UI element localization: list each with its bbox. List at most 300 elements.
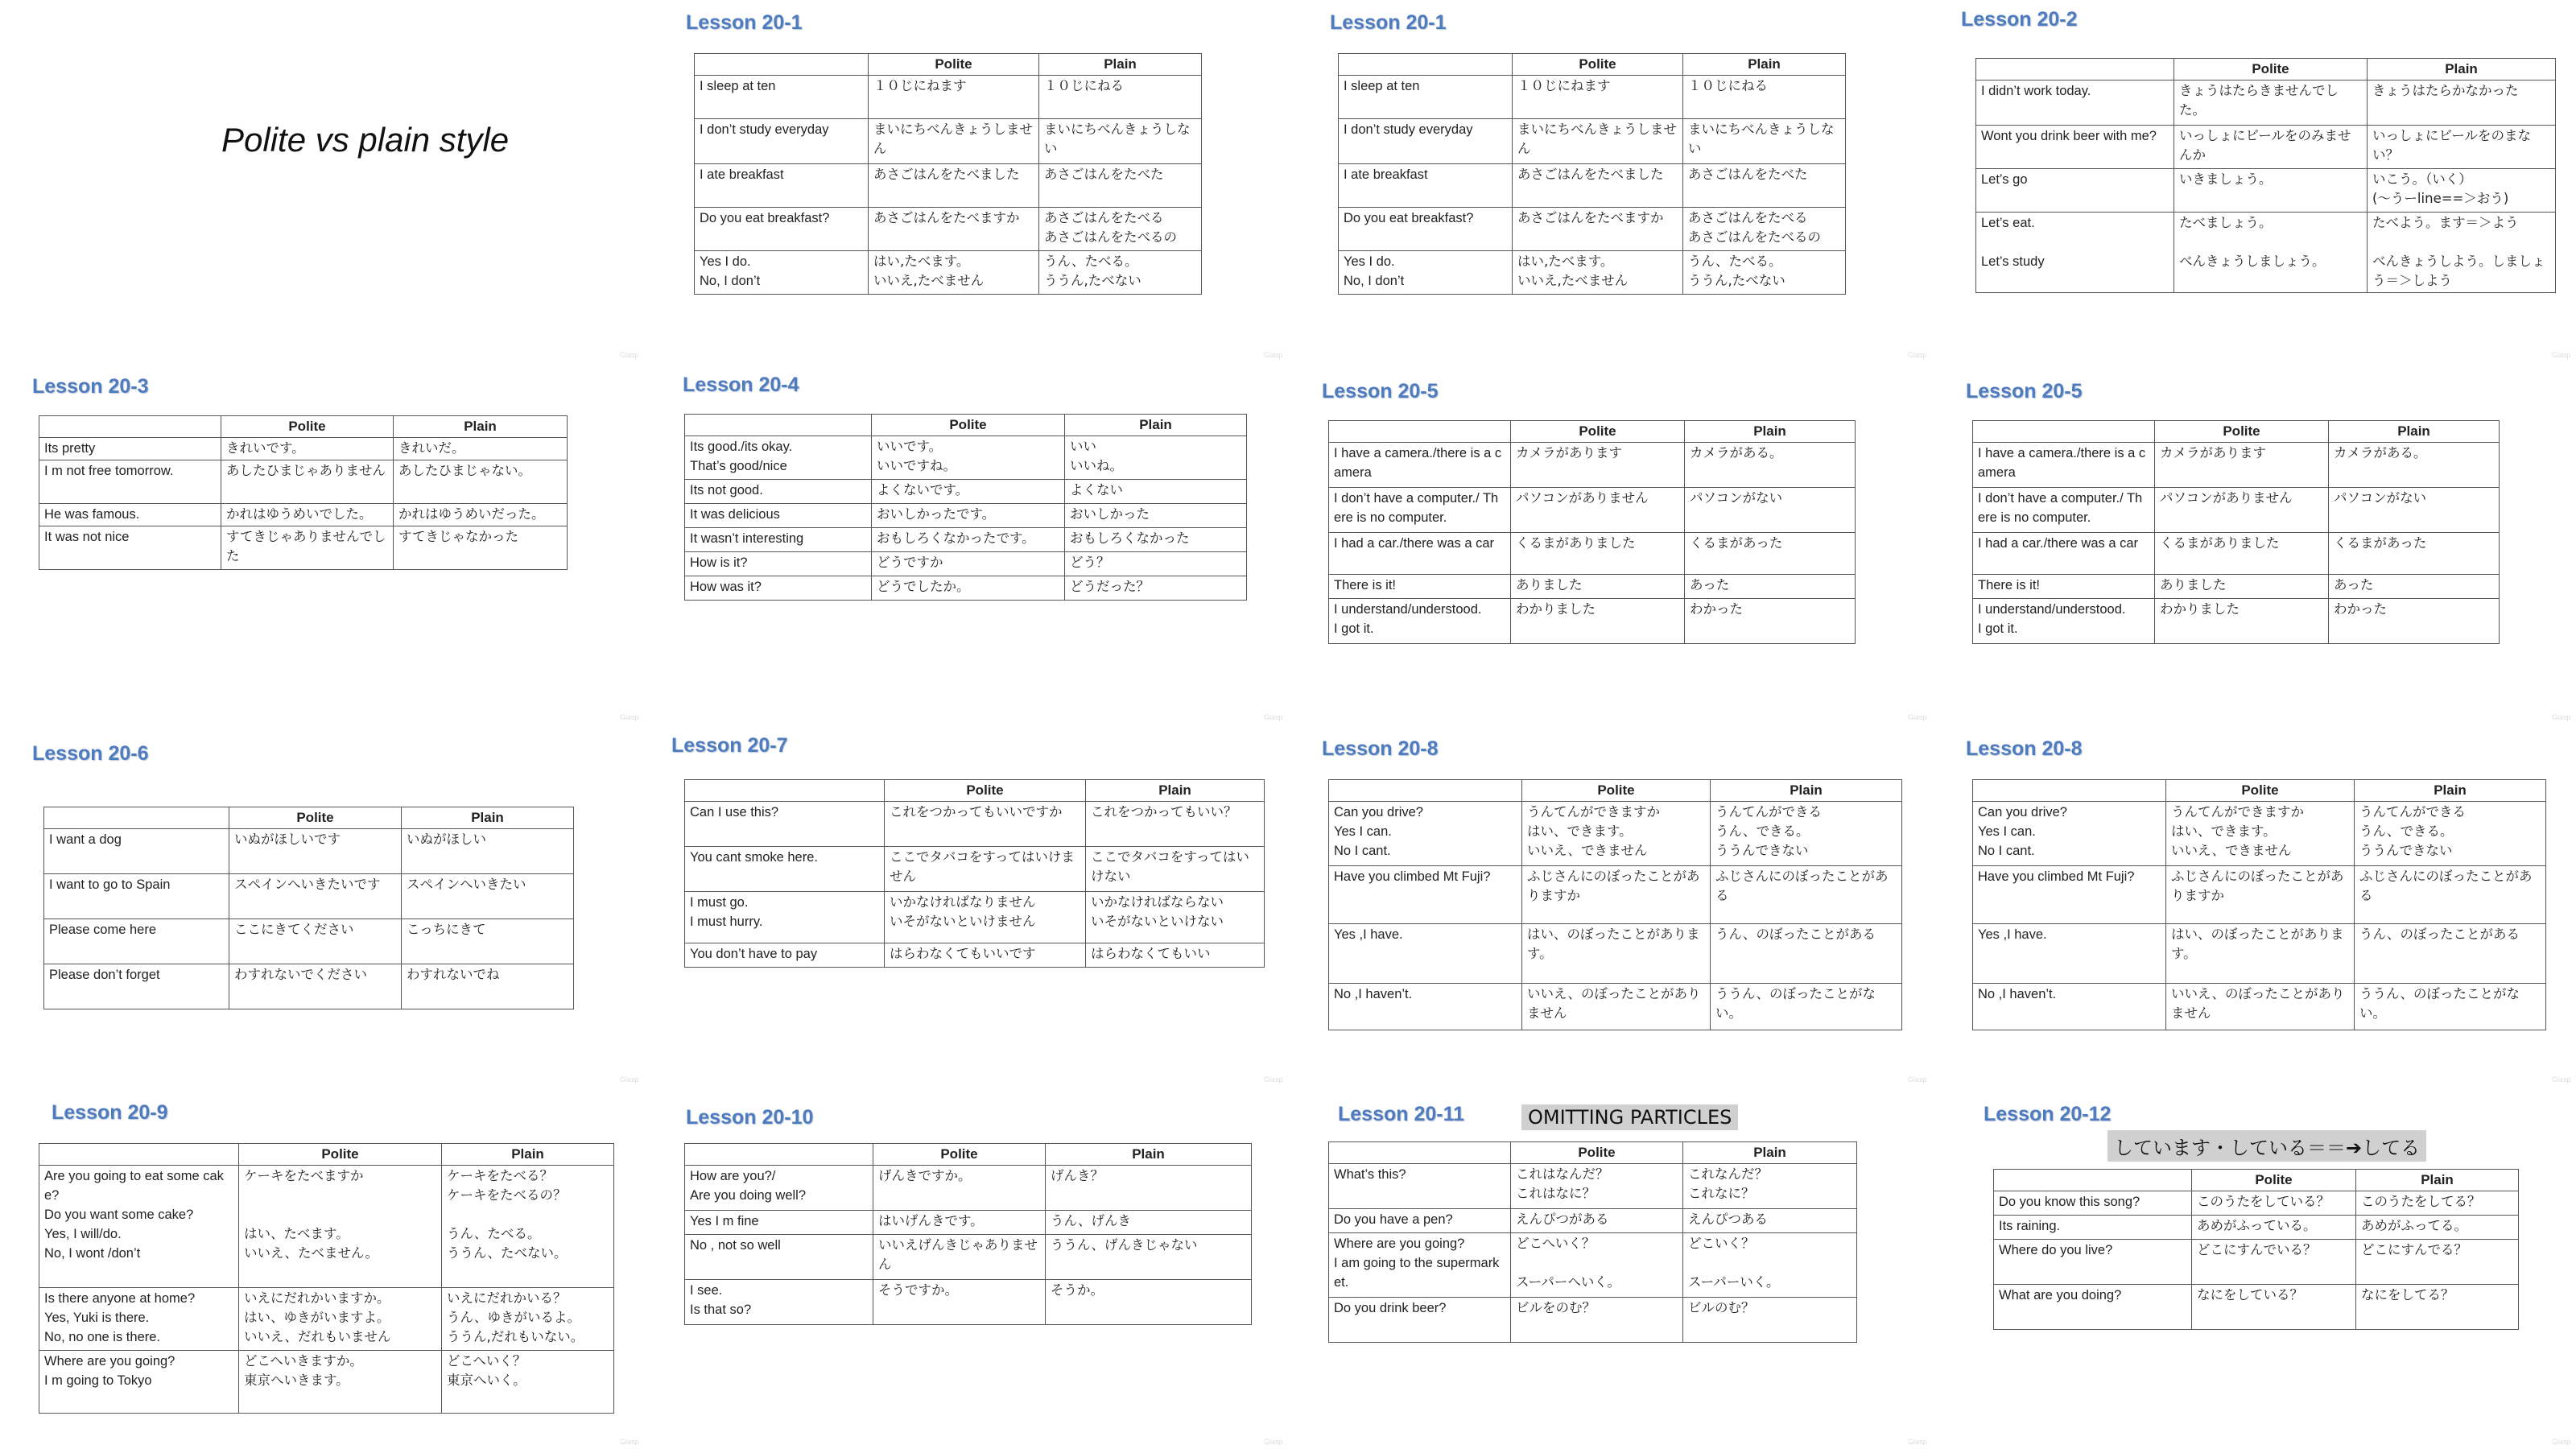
english-cell: He was famous. — [39, 504, 221, 526]
header-english — [695, 54, 869, 76]
header-polite: Polite — [221, 416, 394, 438]
plain-cell: うん、のぼったことがある — [1711, 924, 1902, 984]
table-row — [1329, 599, 1856, 644]
english-cell: Is there anyone at home? Yes, Yuki is there. No, no one is there. — [39, 1288, 239, 1351]
slide-lesson-20-8a — [1288, 724, 1932, 1087]
header-row — [44, 807, 574, 829]
polite-cell: はい,たべます。 いいえ,たべません — [869, 251, 1039, 295]
polite-cell: ビルをのむ？ — [1511, 1298, 1683, 1343]
plain-cell: うんてんができる うん、できる。 ううんできない — [1711, 802, 1902, 866]
header-polite: Polite — [873, 1144, 1046, 1166]
watermark: Glasp — [1264, 713, 1283, 721]
english-cell: It wasn’t interesting — [685, 528, 872, 552]
table-row — [685, 1166, 1252, 1211]
header-english — [1994, 1170, 2192, 1191]
plain-cell: あった — [1685, 575, 1856, 599]
english-cell: I want a dog — [44, 829, 229, 874]
header-plain: Plain — [1039, 54, 1202, 76]
table-row — [695, 119, 1202, 164]
polite-cell: うんてんができますか はい、できます。 いいえ、できません — [1522, 802, 1711, 866]
table-row — [1994, 1191, 2519, 1216]
header-polite: Polite — [1511, 1142, 1683, 1164]
plain-cell: わかった — [2329, 599, 2500, 644]
header-plain: Plain — [1711, 780, 1902, 802]
english-cell: Yes I m fine — [685, 1211, 873, 1235]
slide-lesson-20-10 — [644, 1087, 1288, 1449]
lesson-title: Lesson 20-11 — [1338, 1103, 1465, 1125]
polite-cell: おいしかったです。 — [872, 504, 1065, 528]
english-cell: Let’s eat. Let’s study — [1976, 213, 2174, 293]
english-cell: I had a car./there was a car — [1973, 533, 2155, 575]
table-row — [1329, 488, 1856, 533]
plain-cell: どこいく？ スーパーいく。 — [1683, 1233, 1857, 1298]
plain-cell: このうたをしてる？ — [2356, 1191, 2519, 1216]
table-row — [39, 526, 568, 570]
polite-cell: どこへいきますか。 東京へいきます。 — [239, 1351, 442, 1414]
table-row — [1329, 802, 1902, 866]
watermark: Glasp — [1908, 1075, 1927, 1084]
polite-cell: いいえげんきじゃありません — [873, 1235, 1046, 1280]
header-english — [39, 416, 221, 438]
header-row — [1973, 421, 2500, 443]
plain-cell: パソコンがない — [2329, 488, 2500, 533]
table-row — [1329, 924, 1902, 984]
plain-cell: うん、げんき — [1046, 1211, 1252, 1235]
english-cell: Are you going to eat some cake? Do you want some cake? Yes, I will/do. No, I wont /don’t — [39, 1166, 239, 1288]
polite-cell: はらわなくてもいいです — [885, 943, 1086, 968]
plain-cell: これをつかってもいい？ — [1086, 802, 1265, 847]
plain-cell: そうか。 — [1046, 1280, 1252, 1325]
polite-cell: うんてんができますか はい、できます。 いいえ、できません — [2166, 802, 2355, 866]
plain-cell: いこう。（いく） (〜うーline==＞おう) — [2368, 169, 2556, 213]
plain-cell: うん、たべる。 ううん,たべない — [1683, 251, 1846, 295]
slide-lesson-20-5a — [1288, 362, 1932, 724]
english-cell: Yes ,I have. — [1973, 924, 2166, 984]
lesson-table — [1972, 779, 2546, 1030]
plain-cell: ふじさんにのぼったことがある — [2355, 866, 2546, 924]
main-title: Polite vs plain style — [221, 121, 510, 159]
plain-cell: ううん、のぼったことがない。 — [1711, 984, 1902, 1030]
header-plain: Plain — [402, 807, 574, 829]
table-row — [695, 76, 1202, 119]
lesson-title: Lesson 20-1 — [686, 11, 803, 34]
english-cell: Yes I do. No, I don’t — [1339, 251, 1513, 295]
section-banner: OMITTING PARTICLES — [1521, 1104, 1738, 1130]
table-row — [1329, 533, 1856, 575]
table-row — [1994, 1216, 2519, 1240]
header-english — [1973, 780, 2166, 802]
plain-cell: いぬがほしい — [402, 829, 574, 874]
polite-cell: パソコンがありません — [1511, 488, 1685, 533]
english-cell: No ,I haven’t. — [1973, 984, 2166, 1030]
section-banner: しています・している＝＝➔してる — [2107, 1130, 2426, 1162]
slide-lesson-20-11 — [1288, 1087, 1932, 1449]
table-row — [685, 552, 1247, 576]
lesson-title: Lesson 20-3 — [32, 375, 149, 398]
header-plain: Plain — [1685, 421, 1856, 443]
polite-cell: あさごはんをたべますか — [1513, 208, 1683, 251]
plain-cell: くるまがあった — [1685, 533, 1856, 575]
english-cell: Do you have a pen? — [1329, 1209, 1511, 1233]
table-row — [685, 802, 1265, 847]
lesson-table — [39, 415, 568, 570]
header-plain: Plain — [1683, 1142, 1857, 1164]
table-row — [1973, 599, 2500, 644]
plain-cell: これなんだ？ これなに？ — [1683, 1164, 1857, 1209]
plain-cell: スペインへいきたい — [402, 874, 574, 919]
table-row — [44, 919, 574, 964]
polite-cell: はい、のぼったことがあります。 — [1522, 924, 1711, 984]
english-cell: There is it! — [1973, 575, 2155, 599]
table-row — [685, 528, 1247, 552]
english-cell: Please come here — [44, 919, 229, 964]
english-cell: What are you doing? — [1994, 1285, 2192, 1330]
header-plain: Plain — [1086, 780, 1265, 802]
slide-lesson-20-6 — [0, 724, 644, 1087]
polite-cell: スペインへいきたいです — [229, 874, 402, 919]
table-row — [685, 480, 1247, 504]
table-row — [39, 1166, 614, 1288]
table-row — [1973, 924, 2546, 984]
plain-cell: うんてんができる うん、できる。 ううんできない — [2355, 802, 2546, 866]
polite-cell: よくないです。 — [872, 480, 1065, 504]
plain-cell: わかった — [1685, 599, 1856, 644]
english-cell: You cant smoke here. — [685, 847, 885, 892]
english-cell: I had a car./there was a car — [1329, 533, 1511, 575]
plain-cell: あさごはんをたべた — [1039, 164, 1202, 208]
header-row — [1976, 59, 2556, 80]
english-cell: How are you?/ Are you doing well? — [685, 1166, 873, 1211]
table-row — [1339, 119, 1846, 164]
plain-cell: かれはゆうめいだった。 — [394, 504, 568, 526]
english-cell: Can you drive? Yes I can. No I cant. — [1973, 802, 2166, 866]
watermark: Glasp — [620, 713, 639, 721]
table-row — [1339, 208, 1846, 251]
plain-cell: カメラがある。 — [2329, 443, 2500, 488]
polite-cell: ありました — [1511, 575, 1685, 599]
lesson-title: Lesson 20-8 — [1322, 737, 1439, 760]
polite-cell: いいえ、のぼったことがありません — [2166, 984, 2355, 1030]
polite-cell: はい,たべます。 いいえ,たべません — [1513, 251, 1683, 295]
slide-lesson-20-8b — [1932, 724, 2576, 1087]
header-english — [1339, 54, 1513, 76]
lesson-title: Lesson 20-9 — [52, 1101, 168, 1124]
polite-cell: くるまがありました — [1511, 533, 1685, 575]
table-row — [1339, 76, 1846, 119]
plain-cell: まいにちべんきょうしない — [1039, 119, 1202, 164]
lesson-table — [684, 779, 1265, 968]
english-cell: Can you drive? Yes I can. No I cant. — [1329, 802, 1522, 866]
table-row — [1973, 984, 2546, 1030]
plain-cell: きょうはたらかなかった — [2368, 80, 2556, 126]
polite-cell: ここにきてください — [229, 919, 402, 964]
polite-cell: くるまがありました — [2155, 533, 2329, 575]
table-row — [1994, 1240, 2519, 1285]
lesson-table — [43, 807, 574, 1009]
english-cell: Wont you drink beer with me? — [1976, 126, 2174, 169]
table-row — [1329, 1298, 1857, 1343]
english-cell: It was delicious — [685, 504, 872, 528]
polite-cell: ふじさんにのぼったことがありますか — [1522, 866, 1711, 924]
plain-cell: ううん、げんきじゃない — [1046, 1235, 1252, 1280]
header-polite: Polite — [1522, 780, 1711, 802]
slide-title — [0, 0, 644, 362]
table-row — [44, 829, 574, 874]
header-english — [1329, 421, 1511, 443]
polite-cell: いいです。 いいですね。 — [872, 436, 1065, 480]
header-row — [1329, 421, 1856, 443]
polite-cell: いぬがほしいです — [229, 829, 402, 874]
english-cell: I see. Is that so? — [685, 1280, 873, 1325]
plain-cell: いっしょにビールをのまない？ — [2368, 126, 2556, 169]
header-plain: Plain — [394, 416, 568, 438]
english-cell: I understand/understood. I got it. — [1973, 599, 2155, 644]
english-cell: I don’t have a computer./ There is no computer. — [1329, 488, 1511, 533]
english-cell: Where are you going? I m going to Tokyo — [39, 1351, 239, 1414]
table-row — [39, 1351, 614, 1414]
header-plain: Plain — [442, 1144, 614, 1166]
lesson-title: Lesson 20-8 — [1966, 737, 2083, 760]
polite-cell: いっしょにビールをのみませんか — [2174, 126, 2368, 169]
plain-cell: うん、のぼったことがある — [2355, 924, 2546, 984]
table-row — [1329, 984, 1902, 1030]
plain-cell: はらわなくてもいい — [1086, 943, 1265, 968]
english-cell: It was not nice — [39, 526, 221, 570]
english-cell: Let’s go — [1976, 169, 2174, 213]
plain-cell: １０じにねる — [1683, 76, 1846, 119]
lesson-title: Lesson 20-2 — [1961, 8, 2078, 31]
header-row — [1994, 1170, 2519, 1191]
plain-cell: うん、たべる。 ううん,たべない — [1039, 251, 1202, 295]
table-row — [685, 892, 1265, 943]
english-cell: Its pretty — [39, 438, 221, 460]
polite-cell: あさごはんをたべました — [869, 164, 1039, 208]
english-cell: No , not so well — [685, 1235, 873, 1280]
plain-cell: あさごはんをたべる あさごはんをたべるの — [1039, 208, 1202, 251]
table-row — [39, 438, 568, 460]
polite-cell: なにをしている？ — [2192, 1285, 2356, 1330]
english-cell: I didn’t work today. — [1976, 80, 2174, 126]
table-row — [695, 208, 1202, 251]
english-cell: I have a camera./there is a camera — [1329, 443, 1511, 488]
lesson-table — [684, 1143, 1252, 1325]
table-row — [1973, 488, 2500, 533]
table-row — [695, 164, 1202, 208]
plain-cell: いい いいね。 — [1065, 436, 1247, 480]
english-cell: No ,I haven’t. — [1329, 984, 1522, 1030]
english-cell: Do you drink beer? — [1329, 1298, 1511, 1343]
lesson-table — [684, 414, 1247, 601]
plain-cell: くるまがあった — [2329, 533, 2500, 575]
english-cell: Do you eat breakfast? — [1339, 208, 1513, 251]
table-row — [685, 847, 1265, 892]
table-row — [685, 504, 1247, 528]
polite-cell: ふじさんにのぼったことがありますか — [2166, 866, 2355, 924]
table-row — [1329, 1209, 1857, 1233]
english-cell: There is it! — [1329, 575, 1511, 599]
lesson-table — [1328, 779, 1902, 1030]
lesson-title: Lesson 20-10 — [686, 1106, 814, 1129]
plain-cell: よくない — [1065, 480, 1247, 504]
header-english — [1329, 780, 1522, 802]
polite-cell: げんきですか。 — [873, 1166, 1046, 1211]
header-polite: Polite — [872, 415, 1065, 436]
english-cell: What’s this? — [1329, 1164, 1511, 1209]
plain-cell: どうだった？ — [1065, 576, 1247, 601]
header-plain: Plain — [2368, 59, 2556, 80]
lesson-title: Lesson 20-7 — [671, 734, 788, 757]
plain-cell: あめがふってる。 — [2356, 1216, 2519, 1240]
lesson-table — [694, 53, 1202, 295]
lesson-table — [1328, 1141, 1857, 1343]
english-cell: Yes I do. No, I don’t — [695, 251, 869, 295]
header-english — [39, 1144, 239, 1166]
plain-cell: こっちにきて — [402, 919, 574, 964]
polite-cell: これはなんだ？ これはなに？ — [1511, 1164, 1683, 1209]
lesson-table — [1975, 58, 2556, 293]
english-cell: Its not good. — [685, 480, 872, 504]
header-row — [1973, 780, 2546, 802]
header-plain: Plain — [1046, 1144, 1252, 1166]
plain-cell: あしたひまじゃない。 — [394, 460, 568, 504]
lesson-table — [1993, 1169, 2519, 1330]
header-english — [685, 415, 872, 436]
plain-cell: ううん、のぼったことがない。 — [2355, 984, 2546, 1030]
polite-cell: まいにちべんきょうしません — [869, 119, 1039, 164]
polite-cell: カメラがあります — [2155, 443, 2329, 488]
header-row — [1329, 1142, 1857, 1164]
slide-lesson-20-9 — [0, 1087, 644, 1449]
polite-cell: あめがふっている。 — [2192, 1216, 2356, 1240]
plain-cell: あさごはんをたべた — [1683, 164, 1846, 208]
polite-cell: わすれないでください — [229, 964, 402, 1009]
header-polite: Polite — [869, 54, 1039, 76]
table-row — [39, 504, 568, 526]
english-cell: Yes ,I have. — [1329, 924, 1522, 984]
table-row — [1973, 575, 2500, 599]
plain-cell: どう？ — [1065, 552, 1247, 576]
header-row — [39, 416, 568, 438]
header-english — [1329, 1142, 1511, 1164]
table-row — [685, 943, 1265, 968]
english-cell: How is it? — [685, 552, 872, 576]
polite-cell: はいげんきです。 — [873, 1211, 1046, 1235]
table-row — [1976, 80, 2556, 126]
plain-cell: きれいだ。 — [394, 438, 568, 460]
watermark: Glasp — [1908, 351, 1927, 359]
table-row — [1976, 126, 2556, 169]
table-row — [685, 1235, 1252, 1280]
watermark: Glasp — [620, 1438, 639, 1446]
header-row — [685, 1144, 1252, 1166]
english-cell: I want to go to Spain — [44, 874, 229, 919]
lesson-title: Lesson 20-5 — [1322, 380, 1439, 402]
english-cell: I ate breakfast — [1339, 164, 1513, 208]
table-row — [1329, 866, 1902, 924]
table-row — [1976, 213, 2556, 293]
header-polite: Polite — [1511, 421, 1685, 443]
watermark: Glasp — [2552, 1438, 2571, 1446]
header-polite: Polite — [2174, 59, 2368, 80]
polite-cell: かれはゆうめいでした。 — [221, 504, 394, 526]
plain-cell: まいにちべんきょうしない — [1683, 119, 1846, 164]
english-cell: Have you climbed Mt Fuji? — [1329, 866, 1522, 924]
plain-cell: １０じにねる — [1039, 76, 1202, 119]
polite-cell: いかなければなりません いそがないといけません — [885, 892, 1086, 943]
watermark: Glasp — [1264, 1075, 1283, 1084]
table-row — [1973, 443, 2500, 488]
english-cell: I have a camera./there is a camera — [1973, 443, 2155, 488]
header-english — [685, 1144, 873, 1166]
polite-cell: はい、のぼったことがあります。 — [2166, 924, 2355, 984]
header-english — [1973, 421, 2155, 443]
plain-cell: わすれないでね — [402, 964, 574, 1009]
polite-cell: カメラがあります — [1511, 443, 1685, 488]
header-row — [1329, 780, 1902, 802]
polite-cell: どこへいく？ スーパーへいく。 — [1511, 1233, 1683, 1298]
plain-cell: どこにすんでる？ — [2356, 1240, 2519, 1285]
header-plain: Plain — [2356, 1170, 2519, 1191]
header-english — [1976, 59, 2174, 80]
english-cell: Where are you going? I am going to the supermarket. — [1329, 1233, 1511, 1298]
english-cell: Where do you live? — [1994, 1240, 2192, 1285]
plain-cell: おもしろくなかった — [1065, 528, 1247, 552]
polite-cell: １０じにねます — [869, 76, 1039, 119]
watermark: Glasp — [1264, 351, 1283, 359]
lesson-title: Lesson 20-4 — [683, 374, 799, 396]
table-row — [39, 460, 568, 504]
polite-cell: きょうはたらきませんでした。 — [2174, 80, 2368, 126]
lesson-title: Lesson 20-5 — [1966, 380, 2083, 402]
header-row — [1339, 54, 1846, 76]
slide-lesson-20-4 — [644, 362, 1288, 724]
table-row — [695, 251, 1202, 295]
header-polite: Polite — [2155, 421, 2329, 443]
polite-cell: わかりました — [2155, 599, 2329, 644]
english-cell: I m not free tomorrow. — [39, 460, 221, 504]
english-cell: Can I use this? — [685, 802, 885, 847]
plain-cell: たべよう。ます＝＞よう べんきょうしよう。しましょう＝＞しよう — [2368, 213, 2556, 293]
english-cell: I must go. I must hurry. — [685, 892, 885, 943]
plain-cell: ふじさんにのぼったことがある — [1711, 866, 1902, 924]
header-english — [685, 780, 885, 802]
watermark: Glasp — [1264, 1438, 1283, 1446]
polite-cell: いえにだれかいますか。 はい、ゆきがいますよ。 いいえ、だれもいません — [239, 1288, 442, 1351]
table-row — [1329, 1164, 1857, 1209]
plain-cell: あった — [2329, 575, 2500, 599]
polite-cell: １０じにねます — [1513, 76, 1683, 119]
header-plain: Plain — [1065, 415, 1247, 436]
slide-lesson-20-12 — [1932, 1087, 2576, 1449]
polite-cell: たべましょう。 べんきょうしましょう。 — [2174, 213, 2368, 293]
lesson-table — [1972, 420, 2500, 644]
polite-cell: すてきじゃありませんでした — [221, 526, 394, 570]
plain-cell: げんき？ — [1046, 1166, 1252, 1211]
header-polite: Polite — [2166, 780, 2355, 802]
header-row — [695, 54, 1202, 76]
polite-cell: ありました — [2155, 575, 2329, 599]
english-cell: Do you know this song? — [1994, 1191, 2192, 1216]
watermark: Glasp — [1908, 1438, 1927, 1446]
plain-cell: いえにだれかいる？ うん、ゆきがいるよ。 ううん,だれもいない。 — [442, 1288, 614, 1351]
english-cell: How was it? — [685, 576, 872, 601]
polite-cell: いきましょう。 — [2174, 169, 2368, 213]
english-cell: Have you climbed Mt Fuji? — [1973, 866, 2166, 924]
watermark: Glasp — [620, 1075, 639, 1084]
plain-cell: カメラがある。 — [1685, 443, 1856, 488]
header-polite: Polite — [239, 1144, 442, 1166]
header-polite: Polite — [885, 780, 1086, 802]
